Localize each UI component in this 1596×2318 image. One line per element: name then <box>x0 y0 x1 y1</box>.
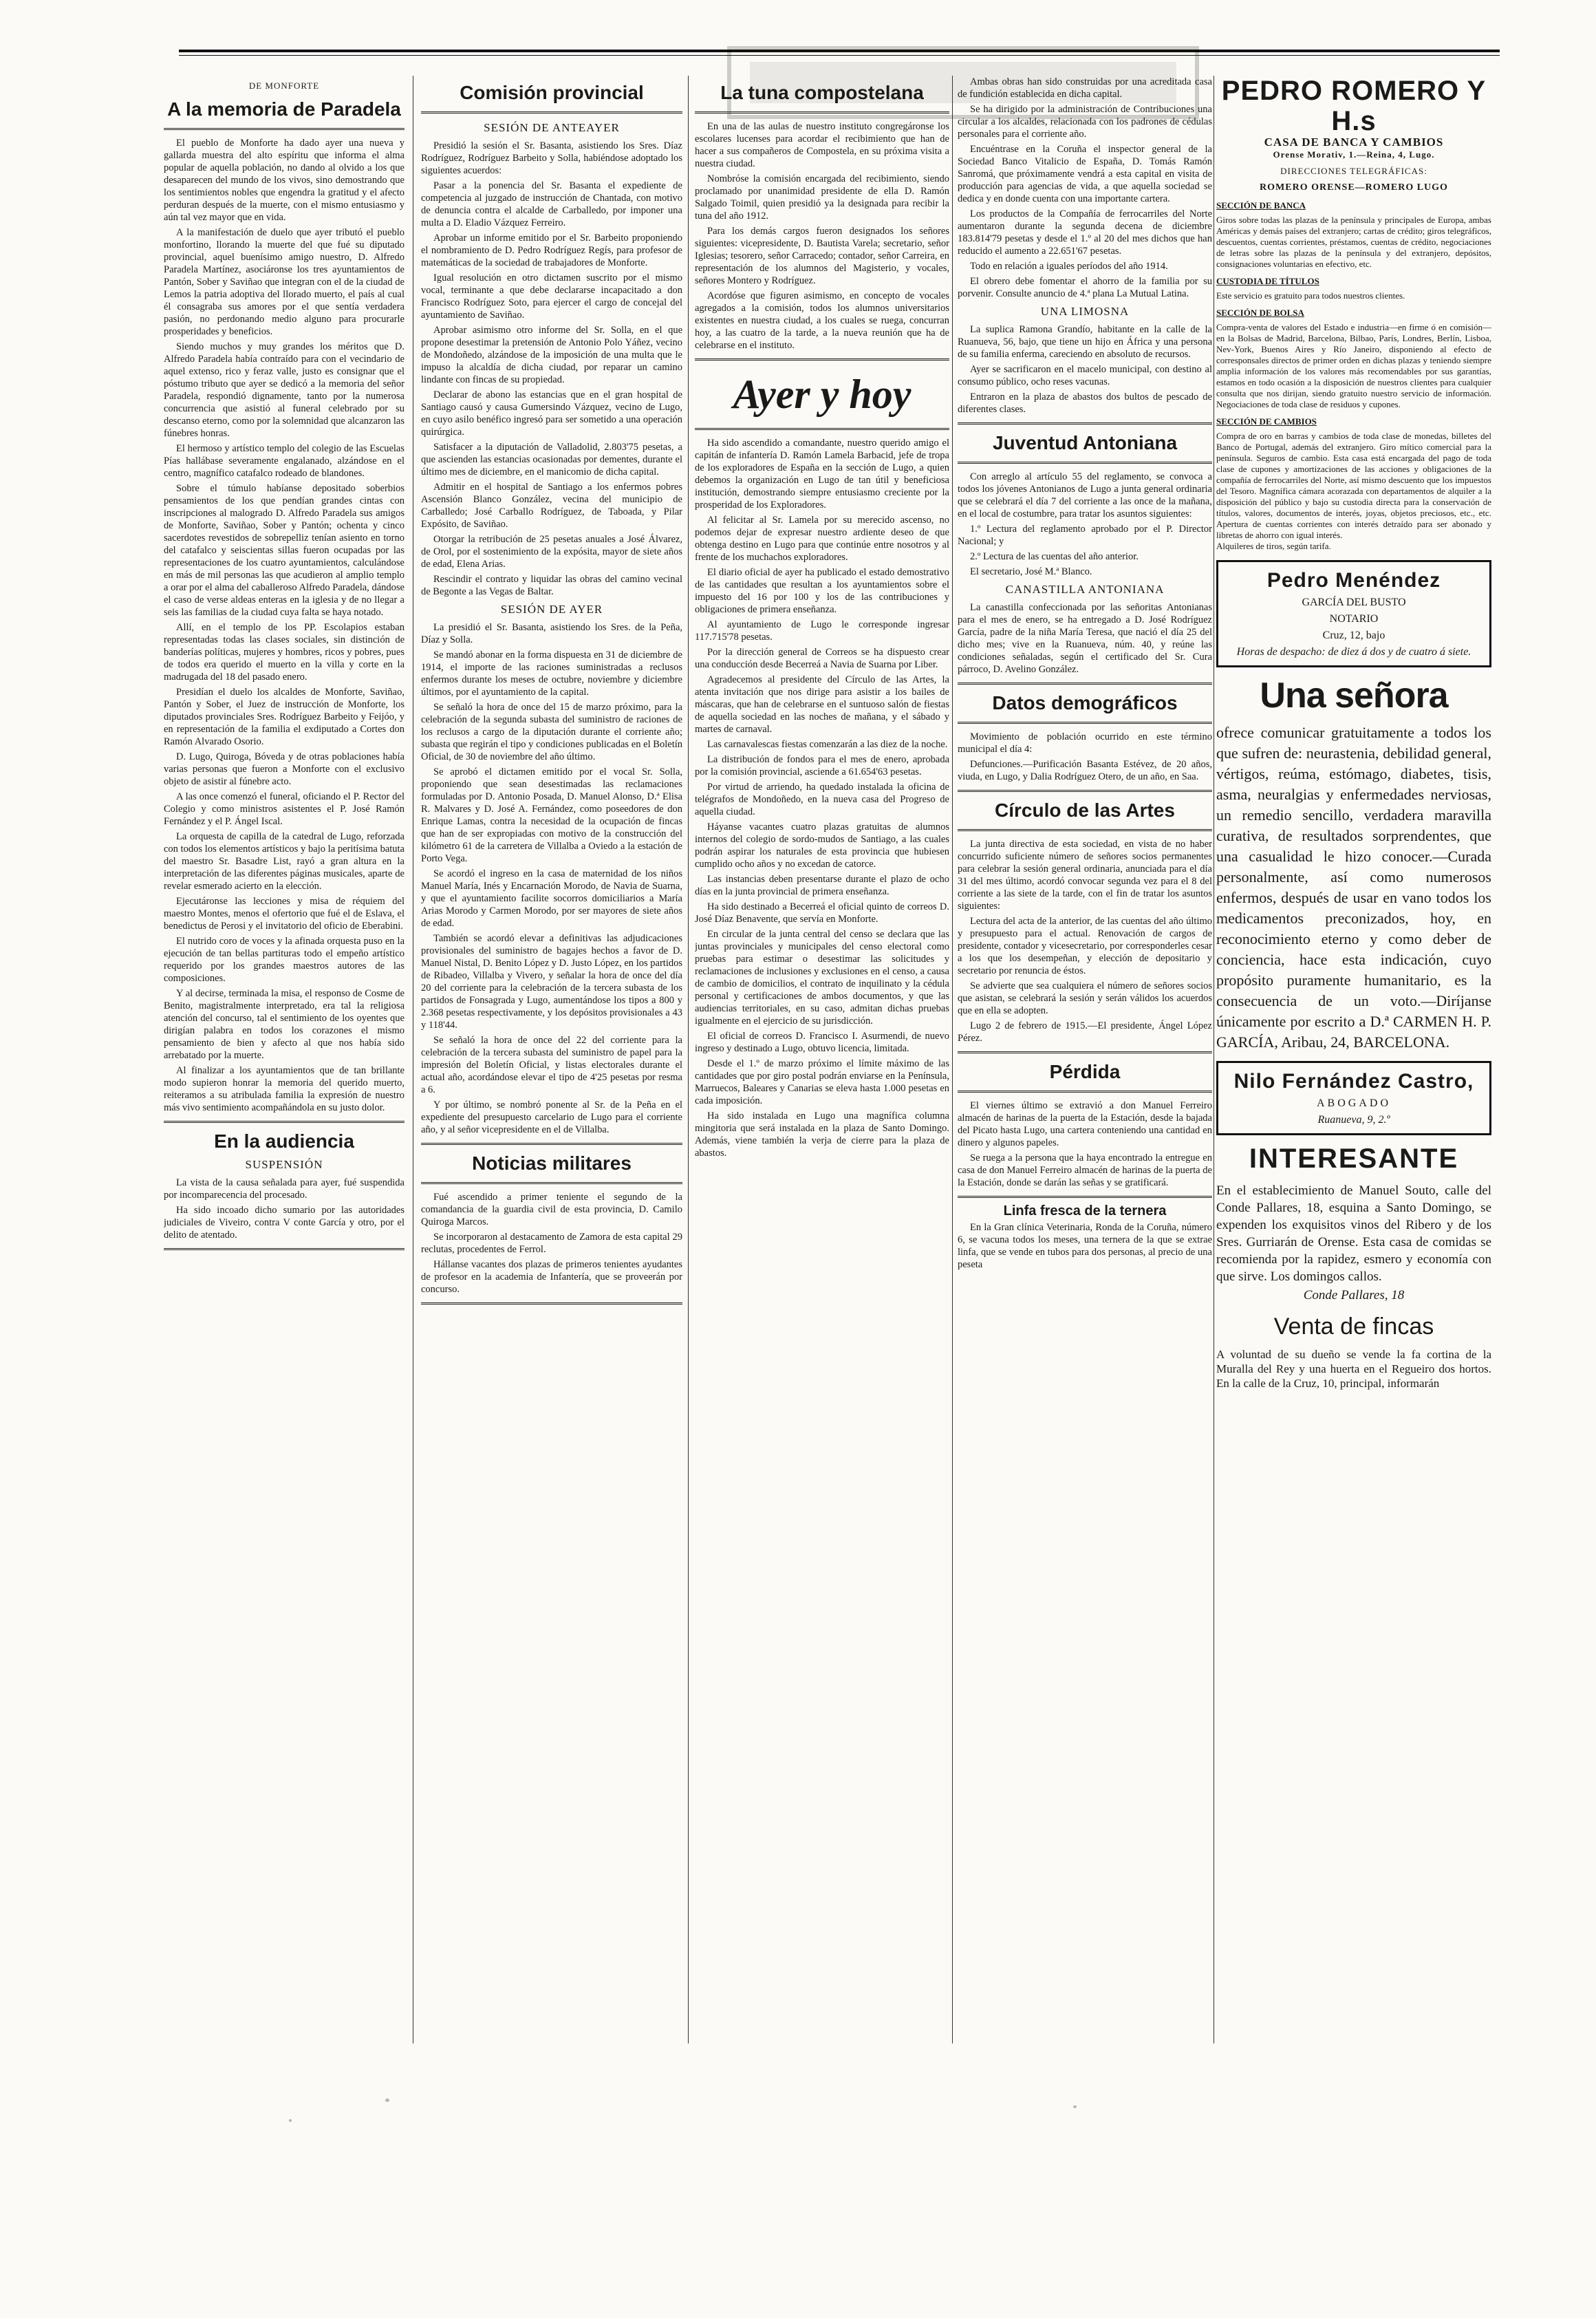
paragraph: Con arreglo al artículo 55 del reglamento, se convoca a todos los jóvenes Antonianos de Lugo a junta general ordinaria que se celebrará el día 7 del corriente a las once de la mañana, en el local de costumbre, para tratar los asuntos siguientes: <box>958 471 1212 519</box>
paragraph: El secretario, José M.ª Blanco. <box>970 566 1092 577</box>
paragraph: Declarar de abono las estancias que en el gran hospital de Santiago causó y causa Gumersindo Vázquez, vecino de Lugo, en cuyo asilo benéfico ingresó para ser sometido a una operación quirúrgica. <box>421 389 682 438</box>
divider <box>958 1091 1212 1093</box>
divider <box>958 683 1212 685</box>
paragraph: El nutrido coro de voces y la afinada orquesta puso en la ejecución de tan bellas partituras todo el empeño artístico requerido por los grandes maestros autores de las composiciones. <box>164 936 405 984</box>
ad-telegraph: ROMERO ORENSE—ROMERO LUGO <box>1260 182 1448 193</box>
paragraph: Por virtud de arriendo, ha quedado instalada la oficina de telégrafos de Mondoñedo, en la nueva casa del Progreso de aquella ciudad. <box>695 782 949 817</box>
ad-text: Giros sobre todas las plazas de la península y principales de Europa, ambas Américas y demás países del extranjero; cartas de crédito; giros telegráficos, descuentos, cuentas corrientes, préstamos, cuentas de crédito, negociaciones de letras sobre las plazas de la península y del extranjero, depósitos, consignaciones voluntarias en efectivo, etc. <box>1216 215 1491 269</box>
paragraph: El oficial de correos D. Francisco I. Asurmendi, de nuevo ingreso y destinado a Lugo, obtuvo licencia, limitada. <box>695 1031 949 1054</box>
paragraph: También se acordó elevar a definitivas las adjudicaciones provisionales del suministro de bagajes hechos a favor de D. Manuel Nistal, D. Benito López y D. Justo López, en los partidos de Ribadeo, Villalba y Vivero, y señalar la hora de once del día 20 del corriente para la celebración de la tercera subasta de los partidos de Fonsagrada y Lugo, aumentándose los tipos a 800 y 2.368 pesetas respectivamente, y los depósitos provisionales a 43 y 118'44. <box>421 933 682 1031</box>
ad-section: SECCIÓN DE CAMBIOS <box>1216 416 1317 427</box>
article-subtitle: UNA LIMOSNA <box>1040 305 1130 318</box>
ink-speck <box>385 2099 389 2102</box>
paragraph: Otorgar la retribución de 25 pesetas anuales a José Álvarez, de Orol, por el sostenimiento de la expósita, mayor de siete años de edad, Elena Arias. <box>421 534 682 570</box>
paragraph: Fué ascendido a primer teniente el segundo de la comandancia de la guardia civil de esta provincia, D. Camilo Quiroga Marcos. <box>421 1192 682 1227</box>
article-subtitle: SUSPENSIÓN <box>245 1158 323 1171</box>
article-title: Juventud Antoniana <box>992 432 1178 453</box>
paragraph: Al ayuntamiento de Lugo le corresponde ingresar 117.715'78 pesetas. <box>695 619 949 643</box>
divider <box>958 1196 1212 1198</box>
paragraph: Por la dirección general de Correos se ha dispuesto crear una conducción desde Becerreá a Navia de Suarna por Liber. <box>695 647 949 670</box>
divider <box>421 1302 682 1305</box>
column-1 <box>164 76 405 2023</box>
paragraph: Presidió la sesión el Sr. Basanta, asistiendo los Sres. Díaz Rodríguez, Rodríguez Barbeito y Solla, habiéndose adoptado los siguientes acuerdos: <box>421 140 682 176</box>
divider <box>958 1051 1212 1053</box>
paragraph: Se señaló la hora de once del 15 de marzo próximo, para la celebración de la segunda subasta del suministro de raciones de los reclusos a cargo de la diputación durante el corriente año; subasta que regirán el tipo y condiciones publicadas en el Boletín Oficial, de 30 de noviembre del año último. <box>421 702 682 762</box>
ad-section: SECCIÓN DE BANCA <box>1216 200 1306 211</box>
divider <box>421 1143 682 1145</box>
paragraph: La presidió el Sr. Basanta, asistiendo los Sres. de la Peña, Díaz y Solla. <box>421 622 682 645</box>
column-5-ads <box>1216 76 1491 2030</box>
article-title: Linfa fresca de la ternera <box>1003 1203 1167 1219</box>
ad-title: Venta de fincas <box>1273 1313 1434 1340</box>
article-title: La tuna compostelana <box>720 82 924 103</box>
paragraph: Ha sido ascendido a comandante, nuestro querido amigo el capitán de infantería D. Ramón Lamela Barbacid, jefe de tropa de los exploradores de España en la sección de Lugo, a quien debemos la organización en Lugo de tan útil y beneficiosa institución, demostrando siempre entusiasmo creciente por la prosperidad de los Exploradores. <box>695 438 949 511</box>
lawyer-ad <box>1216 1061 1491 1135</box>
column-rule <box>688 76 689 2043</box>
ad-role: NOTARIO <box>1329 613 1379 625</box>
article-body <box>164 137 405 1114</box>
paragraph: Se incorporaron al destacamento de Zamora de esta capital 29 reclutas, procedentes de Ferrol. <box>421 1232 682 1255</box>
article-title: Ayer y hoy <box>733 372 912 417</box>
paragraph: Allí, en el templo de los PP. Escolapios estaban representadas todas las clases sociales, sin distinción de banderías políticas, mujeres y hombres, ricos y pobres, pues de todos era querido el muerto en la villa y corte en la madrugada del 18 del pasado enero. <box>164 622 405 683</box>
ad-role: ABOGADO <box>1317 1097 1391 1109</box>
paragraph: A las once comenzó el funeral, oficiando el P. Rector del Colegio y como ministros asistentes el P. José Ramón Fernández y el P. Ángel Iscal. <box>164 791 405 827</box>
divider <box>164 1121 405 1123</box>
paragraph: En circular de la junta central del censo se declara que las juntas provinciales y municipales del censo electoral como pruebas para estimar o desestimar las solicitudes y reclamaciones de inclusiones y exclusiones en el censo, a causa de cambio de domicilios, el contrato de inquilinato y la cédula personal y certificaciones de ambos documentos, y que las audiencias territoriales, en su caso, admitan dichas pruebas igualmente en el ejercicio de su jurisdicción. <box>695 929 949 1027</box>
paragraph: Se advierte que sea cualquiera el número de señores socios que asistan, se celebrará la sesión y serán válidos los acuerdos que en ella se adopten. <box>958 980 1212 1016</box>
paragraph: El pueblo de Monforte ha dado ayer una nueva y gallarda muestra del alto espíritu que informa el alma popular de aquella población, no dando al olvido a los que desaparecen del mundo de los vivos, sino demostrando que los sentimientos nobles que engendra la gratitud y el afecto perduran después de la muerte, con el mismo entusiasmo y aún tal vez mayor que en vida. <box>164 138 405 223</box>
paragraph: El viernes último se extravió a don Manuel Ferreiro almacén de harinas de la puerta de la Estación, desde la bajada del Picato hasta Lugo, una cartera conteniendo una cantidad en dinero y algunos papeles. <box>958 1100 1212 1148</box>
article-title: Noticias militares <box>472 1152 632 1174</box>
paragraph: Aprobar un informe emitido por el Sr. Barbeito proponiendo el nombramiento de D. Pedro Rodríguez Regís, para profesor de matemáticas de la sociedad de trabajadores de Monforte. <box>421 233 682 268</box>
article-title: En la audiencia <box>214 1130 354 1152</box>
paragraph: Las carnavalescas fiestas comenzarán a las diez de la noche. <box>707 739 948 750</box>
ad-text: Este servicio es gratuito para todos nuestros clientes. <box>1216 290 1405 301</box>
notary-ad <box>1216 560 1491 667</box>
paragraph: La orquesta de capilla de la catedral de Lugo, reforzada con todos los elementos artísticos y bajo la peritísima batuta del maestro Sr. Basadre List, rayó a gran altura en la interpretación de las diferentes páginas musicales, aparte de revelar esmerado acierto en la elección. <box>164 831 405 892</box>
paragraph: Admitir en el hospital de Santiago a los enfermos pobres Ascensión Blanco González, vecina del municipio de Carballedo; José Carballo Rodríguez, de Taboada, y Pilar Expósito, de Saviñao. <box>421 482 682 530</box>
paragraph: Se ruega a la persona que la haya encontrado la entregue en casa de don Manuel Ferreiro almacén de harinas de la puerta de la Estación, donde se darán las señas y se gratificará. <box>958 1152 1212 1188</box>
divider <box>958 790 1212 792</box>
paragraph: Se ha dirigido por la administración de Contribuciones una circular a los alcaldes, relacionada con los padrones de cédulas personales para el corriente año. <box>958 104 1212 140</box>
divider <box>958 722 1212 724</box>
paragraph: Ha sido instalada en Lugo una magnífica columna mingitoria que será instalada en la plaza de Santo Domingo. Además, viene también la verja de cierre para la plaza de abastos. <box>695 1110 949 1159</box>
paragraph: Las instancias deben presentarse durante el plazo de ocho días en la junta provincial de primera enseñanza. <box>695 874 949 897</box>
paragraph: Nombróse la comisión encargada del recibimiento, siendo proclamado por unanimidad presidente de ella D. Ramón Salgado Toimil, quien presidió ya la designada para recibir la tuna del año 1912. <box>695 173 949 222</box>
ad-hours: Horas de despacho: de diez á dos y de cuatro á siete. <box>1236 646 1471 658</box>
paragraph: Se señaló la hora de once del 22 del corriente para la celebración de la tercera subasta del suministro de papel para la impresión del Boletín Oficial, y listas electorales durante el actual año, acordándose elevar el tipo de 4'25 pesetas por resma a 6. <box>421 1035 682 1095</box>
ad-title: Pedro Menéndez <box>1266 569 1441 592</box>
article-title: Círculo de las Artes <box>995 800 1175 821</box>
paragraph: Ambas obras han sido construidas por una acreditada casa de fundición establecida en dicha capital. <box>958 76 1212 100</box>
divider <box>695 428 949 430</box>
ad-title: Nilo Fernández Castro, <box>1233 1070 1474 1093</box>
paragraph: Encuéntrase en la Coruña el inspector general de la Sociedad Banco Vitalicio de España, D. Tomás Ramón Sanromá, que próximamente vendrá a esta capital en visita de producción para agencias de vida, a que aquella sociedad se dedica y en donde cuenta con una importante cartera. <box>958 144 1212 204</box>
paragraph: El diario oficial de ayer ha publicado el estado demostrativo de las cantidades que resultan a los ayuntamientos sobre el impuesto del 16 por 100 y los de las contribuciones y obligaciones de primera enseñanza. <box>695 567 949 615</box>
paragraph: Se acordó el ingreso en la casa de maternidad de los niños Manuel María, Inés y Encarnación Morodo, de Navia de Suarna, y que el ayuntamiento facilite socorros domiciliarios a María Arias Morodo y Carmen Morodo, por ser mayores de siete años de edad. <box>421 868 682 929</box>
paragraph: D. Lugo, Quiroga, Bóveda y de otras poblaciones había varias personas que fueron a Monforte con el exclusivo objeto de asistir al fúnebre acto. <box>164 751 405 787</box>
divider <box>958 829 1212 831</box>
ad-text: Compra de oro en barras y cambios de toda clase de monedas, billetes del Banco de Portugal, además del extranjero. Giro mítico comercial para la península. Seguros de cambio. Esta casa está encargada del pago de toda clase de cupones y amortizaciones de las acciones y obligaciones de la compañía de ferrocarriles del Norte, así mismo descuento que los impuestos del Tesoro. Magnífica cámara acorazada con departamentos de alquiler a la disposición del público y bajo su custodia directa para la conservación de títulos, valores, documentos de interés, joyas, objetos preciosos, etc., etc. Apertura de cuentas corrientes con interés detraído para ser abonado y libretas de ahorro con igual interés. <box>1216 431 1491 540</box>
divider <box>164 128 405 130</box>
paragraph: Ayer se sacrificaron en el macelo municipal, con destino al consumo público, ocho reses vacunas. <box>958 364 1212 387</box>
paragraph: Y por último, se nombró ponente al Sr. de la Peña en el expediente del presupuesto carcelario de Lugo para el corriente año, y al señor vicepresidente en el de Villalba. <box>421 1099 682 1135</box>
paragraph: El obrero debe fomentar el ahorro de la familia por su porvenir. Consulte anuncio de 4.ª plana La Mutual Latina. <box>958 276 1212 299</box>
article-subtitle: SESIÓN DE ANTEAYER <box>484 121 620 134</box>
article-title: Datos demográficos <box>992 692 1178 713</box>
paragraph: La suplica Ramona Grandío, habitante en la calle de la Ruanueva, 56, bajo, que tiene un hijo en África y una persona de su familia enferma, careciendo en absoluto de recursos. <box>958 324 1212 360</box>
paragraph: Se aprobó el dictamen emitido por el vocal Sr. Solla, proponiendo que sean desestimadas las reclamaciones formuladas por D. Antonio Posada, D. Manuel Alonso, D.ª Elisa R. Malvares y D. José A. Fernández, como poseedores de don Enrique Lamas, contra la necesidad de la ocupación de fincas que han de ser expropiadas con motivo de la construcción del kilómetro 61 de la carretera de Villalba a Oviedo a la estación de Porto Vega. <box>421 766 682 864</box>
divider <box>164 1248 405 1250</box>
paragraph: Satisfacer a la diputación de Valladolid, 2.803'75 pesetas, a que ascienden las estancias ocasionadas por dementes, durante el último mes de diciembre, en el manicomio de dicha capital. <box>421 442 682 477</box>
article-subtitle: CANASTILLA ANTONIANA <box>1005 583 1165 596</box>
ad-label: DIRECCIONES TELEGRÁFICAS: <box>1280 166 1427 176</box>
paragraph: Ha sido destinado a Becerreá el oficial quinto de correos D. José Díaz Benavente, que servía en Monforte. <box>695 901 949 925</box>
paragraph: Presidían el duelo los alcaldes de Monforte, Saviñao, Pantón y Sober, el Juez de instrucción de Monforte, los diputados provinciales Sres. Rodríguez Barbeito y Feijóo, y en representación de la familia el exdiputado a Cortes don Ramón Alvarado Osorio. <box>164 687 405 747</box>
paragraph: Movimiento de población ocurrido en este término municipal el día 4: <box>958 731 1212 755</box>
paragraph: 1.º Lectura del reglamento aprobado por el P. Director Nacional; y <box>958 524 1212 547</box>
paragraph: El hermoso y artístico templo del colegio de las Escuelas Pías hallábase severamente engalanado, alzándose en el centro, magnífico catafalco rodeado de blandones. <box>164 443 405 479</box>
ink-speck <box>1073 2105 1077 2108</box>
ad-subtitle: CASA DE BANCA Y CAMBIOS <box>1264 136 1444 149</box>
paragraph: En una de las aulas de nuestro instituto congregáronse los escolares lucenses para acordar el recibimiento que han de hacer a sus compañeros de Compostela, en su próxima visita a nuestra ciudad. <box>695 121 949 169</box>
paragraph: En la Gran clínica Veterinaria, Ronda de la Coruña, número 6, se vacuna todos los meses, una ternera de la que se extrae linfa, que se vende en tubos para dos personas, al precio de una peseta <box>958 1222 1212 1270</box>
paragraph: Háyanse vacantes cuatro plazas gratuitas de alumnos internos del colegio de sordo-mudos de Santiago, a las cuales podrán aspirar los naturales de esta provincia que hubiesen cumplido ocho años y no excedan de catorce. <box>695 822 949 870</box>
ad-title: Una señora <box>1260 676 1448 716</box>
paragraph: Todo en relación a iguales períodos del año 1914. <box>970 261 1168 272</box>
paragraph: Hállanse vacantes dos plazas de primeros tenientes ayudantes de profesor en la academia de Infantería, que se proveerán por concurso. <box>421 1259 682 1295</box>
paragraph: Al finalizar a los ayuntamientos que de tan brillante modo supieron honrar la memoria del querido muerto, reiteramos a su atribulada familia la expresión de nuestro más vivo sentimiento acompañándola en su justo dolor. <box>164 1065 405 1113</box>
paragraph: Lectura del acta de la anterior, de las cuentas del año último y presupuesto para el actual. Renovación de cargos de presidente, contador y vicesecretario, por corresponderles cesar a los que los desempeñan, y elección de depositario y secretario por renuncia de éstos. <box>958 916 1212 976</box>
paragraph: Ejecutáronse las lecciones y misa de réquiem del maestro Montes, menos el ofertorio que fué el de Eslava, el benedictus de Perosi y el invitatorio del oficio de Eberabini. <box>164 896 405 932</box>
ink-speck <box>289 2119 292 2122</box>
paragraph: Defunciones.—Purificación Basanta Estévez, de 20 años, viuda, en Lugo, y Dalia Rodríguez Otero, de un año, en Saa. <box>958 759 1212 782</box>
ad-subtitle: GARCÍA DEL BUSTO <box>1302 597 1406 608</box>
divider <box>695 111 949 114</box>
ad-text: A voluntad de su dueño se vende la fa cortina de la Muralla del Rey y una huerta en el Regueiro dos hortos. En la calle de la Cruz, 10, principal, informarán <box>1216 1348 1491 1390</box>
paragraph: Siendo muchos y muy grandes los méritos que D. Alfredo Paradela había contraído para con el vecindario de aquel extenso, rico y feraz valle, justo es consignar que el póstumo tributo que ayer se dedicó a la memoria del señor Paradela, respondió dignamente, tanto por la numerosa concurrencia que asistió al funeral celebrado por su descanso eterno, como por la solemnidad que alcanzaron las fúnebres honras. <box>164 341 405 439</box>
ad-title: PEDRO ROMERO Y H.s <box>1221 76 1487 136</box>
divider <box>958 462 1212 464</box>
ad-address: Cruz, 12, bajo <box>1322 630 1385 641</box>
paragraph: Al felicitar al Sr. Lamela por su merecido ascenso, no podemos dejar de expresar nuestro ardiente deseo de que obtenga destino en Lugo para que continúe entre nosotros y al frente de los muchachos exploradores. <box>695 515 949 563</box>
column-2 <box>421 76 682 2030</box>
divider <box>695 358 949 361</box>
ad-signature: Conde Pallares, 18 <box>1303 1288 1405 1302</box>
ad-text: En el establecimiento de Manuel Souto, calle del Conde Pallares, 18, esquina a Santo Domingo, se expenden los exquisitos vinos del Ribero y de los Sres. Gurriarán de Orense. Esta casa de comidas se recomienda por la rapidez, esmero y economía con que sirve. Los domingos callos. <box>1216 1183 1491 1284</box>
paragraph: Sobre el túmulo habíanse depositado soberbios pensamientos de los que pendían grandes cintas con inscripciones al malogrado D. Alfredo Paradela sus amigos de Monforte, Saviñao, Sober y Pantón; ochenta y cinco sacerdotes revestidos de sobrepelliz tenían asiento en torno del catafalco y seiscientas sillas fueron ocupadas por las representaciones de los cuatro ayuntamientos, calculándose en más de mil personas las que acudieron al amplio templo a orar por el alma del caballeroso Alfredo Paradela, dándose el caso de verse aldeas enteras en la iglesia y de no llegar a seis las familias de la ciudad cuya falta se haya notado. <box>164 483 405 618</box>
paragraph: Pasar a la ponencia del Sr. Basanta el expediente de competencia al juzgado de instrucción de Chantada, con motivo de denuncia contra el alcalde de Carballedo, por imponer una multa a D. Eladio Vázquez Ferreiro. <box>421 180 682 228</box>
ad-text: ofrece comunicar gratuitamente a todos los que sufren de: neurastenia, debilidad general, vértigos, reúma, estómago, diabetes, tisis, asma, neuralgias y enfermedades nerviosas, un remedio sencillo, verdadera maravilla curativa, de resultados sorprendentes, que una casualidad le hizo conocer.—Curada personalmente, así como numerosos enfermos, después de usar en vano todos los medicamentos preconizados, hoy, en reconocimiento eterno y como deber de conciencia, hace esta indicación, cuyo propósito puramente humanitario, es la consecuencia de un voto.—Diríjanse únicamente por escrito a D.ª CARMEN H. P. GARCÍA, Aribau, 24, BARCELONA. <box>1216 724 1491 1051</box>
paragraph: Ha sido incoado dicho sumario por las autoridades judiciales de Viveiro, contra V conte García y otro, por el delito de atentado. <box>164 1205 405 1241</box>
paragraph: A la manifestación de duelo que ayer tributó el pueblo monfortino, llorando la muerte del que fué su diputado provincial, aquel buenísimo amigo nuestro, D. Alfredo Paradela Martínez, asociáronse los tres ayuntamientos de Pantón, Sober y Saviñao que integran con el de la ciudad de Lemos la patria adoptiva del llorado muerto, el país al cual él consagraba sus amores por el que sentía verdadera pasión, no perdonando medio alguno para procurarle prosperidades y beneficios. <box>164 227 405 337</box>
ad-address: Orense Morativ, 1.—Reina, 4, Lugo. <box>1273 149 1435 160</box>
paragraph: La canastilla confeccionada por las señoritas Antonianas para el mes de enero, se ha entregado a D. José Rodríguez García, padre de la niña María Teresa, que nació el día 25 del dicho mes; vive en la Ruanueva, núm. 40, y reúne las condiciones señaladas, según el certificado del Sr. Cura párroco, D. Avelino González. <box>958 602 1212 675</box>
paragraph: Agradecemos al presidente del Círculo de las Artes, la atenta invitación que nos dirige para asistir a los bailes de máscaras, que han de celebrarse en el suntuoso salón de fiestas de aquella sociedad en las noches de mañana, y el sábado y martes de carnaval. <box>695 674 949 735</box>
article-title: Comisión provincial <box>460 82 644 103</box>
paragraph: La junta directiva de esta sociedad, en vista de no haber concurrido suficiente número de señores socios permanentes para celebrar la sesión general ordinaria, anunciada para el día 31 del mes último, acordó convocar segunda vez para el 8 del corriente a las siete de la tarde, con el fin de tratar los asuntos siguientes: <box>958 839 1212 912</box>
paragraph: Entraron en la plaza de abastos dos bultos de pescado de diferentes clases. <box>958 391 1212 415</box>
ad-address: Ruanueva, 9, 2.º <box>1317 1114 1390 1126</box>
ad-text: Compra-venta de valores del Estado e industria—en firme ó en comisión—en la Bolsas de Madrid, Barcelona, Bilbao, París, Londres, Berlín, Lisboa, Nev-York, Buenos Aires y Río Janeiro, disponiendo al efecto de corresponsales directos de primer orden en dichas plazas y teniendo siempre amplia información de los valores más recomendables por sus garantías, estamos en todo ocasión a la disposición de nuestros clientes para cualquier consulta que nos dirijan, siendo gratuito nuestro servicio de información. Negociaciones de toda clase de residuos y cupones. <box>1216 322 1491 409</box>
article-title: A la memoria de Paradela <box>167 98 401 120</box>
paragraph: 2.º Lectura de las cuentas del año anterior. <box>970 551 1139 562</box>
paragraph: Aprobar asimismo otro informe del Sr. Solla, en el que propone desestimar la pretensión de Antonio Polo Yáñez, vecino de Mondoñedo, alzándose de la imposición de una multa que le impuso la alcaldía de dicha ciudad, por reparar un camino lindante con fincas de su propiedad. <box>421 325 682 385</box>
paragraph: Acordóse que figuren asimismo, en concepto de vocales agregados a la comisión, todos los alumnos universitarios existentes en nuestra ciudad, a los cuales se ruega, concurran hoy, a las cuatro de la tarde, a la nueva reunión que ha de celebrarse en el instituto. <box>695 290 949 351</box>
column-3 <box>695 76 949 2030</box>
paragraph: Lugo 2 de febrero de 1915.—El presidente, Ángel López Pérez. <box>958 1020 1212 1044</box>
paragraph: La distribución de fondos para el mes de enero, aprobada por la comisión provincial, asciende a 61.654'63 pesetas. <box>695 754 949 777</box>
paragraph: Para los demás cargos fueron designados los señores siguientes: vicepresidente, D. Bautista Varela; secretario, señor Iglesias; tesorero, señor Carracedo; contador, señor Carreira, en representación de los alumnos del Magisterio, y vocales, señores Montero y Rodríguez. <box>695 226 949 286</box>
divider <box>421 1182 682 1184</box>
paragraph: Rescindir el contrato y liquidar las obras del camino vecinal de Begonte a las Vegas de Baltar. <box>421 574 682 597</box>
paragraph: La vista de la causa señalada para ayer, fué suspendida por incomparecencia del procesado. <box>164 1177 405 1201</box>
paragraph: Y al decirse, terminada la misa, el responso de Cosme de Benito, magistralmente interpretado, era tal la religiosa atención del concurso, tal el sentimiento de los oyentes que dirigían palabra en todos los corazones el mismo pensamiento de bien y afecto al que nos había sido arrebatado por la muerte. <box>164 988 405 1061</box>
ad-section: CUSTODIA DE TÍTULOS <box>1216 276 1319 286</box>
ad-section: SECCIÓN DE BOLSA <box>1216 308 1304 318</box>
ad-text: Alquileres de tiros, según tarifa. <box>1216 541 1331 551</box>
paragraph: Se mandó abonar en la forma dispuesta en 31 de diciembre de 1914, el importe de las raciones suministradas a reclusos enfermos durante los meses de octubre, noviembre y diciembre últimos, por el ayuntamiento de la capital. <box>421 650 682 698</box>
divider <box>958 422 1212 425</box>
paragraph: Desde el 1.º de marzo próximo el límite máximo de las cantidades que por giro postal podrán enviarse en la Península, Marruecos, Baleares y Canarias se eleva hasta 1.000 pesetas en cada imposición. <box>695 1058 949 1106</box>
article-title: Pérdida <box>1049 1061 1121 1082</box>
column-rule <box>952 76 953 2043</box>
paragraph: Igual resolución en otro dictamen suscrito por el mismo vocal, terminante a que debe declararse incapacitado a don Francisco Rodríguez Soto, para ejercer el cargo de concejal del ayuntamiento de Saviñao. <box>421 272 682 321</box>
column-4 <box>958 76 1212 2030</box>
section-label: DE MONFORTE <box>248 81 320 91</box>
ad-title: INTERESANTE <box>1249 1144 1459 1174</box>
paragraph: Los productos de la Compañía de ferrocarriles del Norte aumentaron durante la segunda decena de diciembre 183.814'79 pesetas y desde el 1.º al 20 del mes dichos que han reducido el aumento a 22.651'67 pesetas. <box>958 208 1212 257</box>
divider <box>421 111 682 114</box>
article-subtitle: SESIÓN DE AYER <box>500 603 603 616</box>
